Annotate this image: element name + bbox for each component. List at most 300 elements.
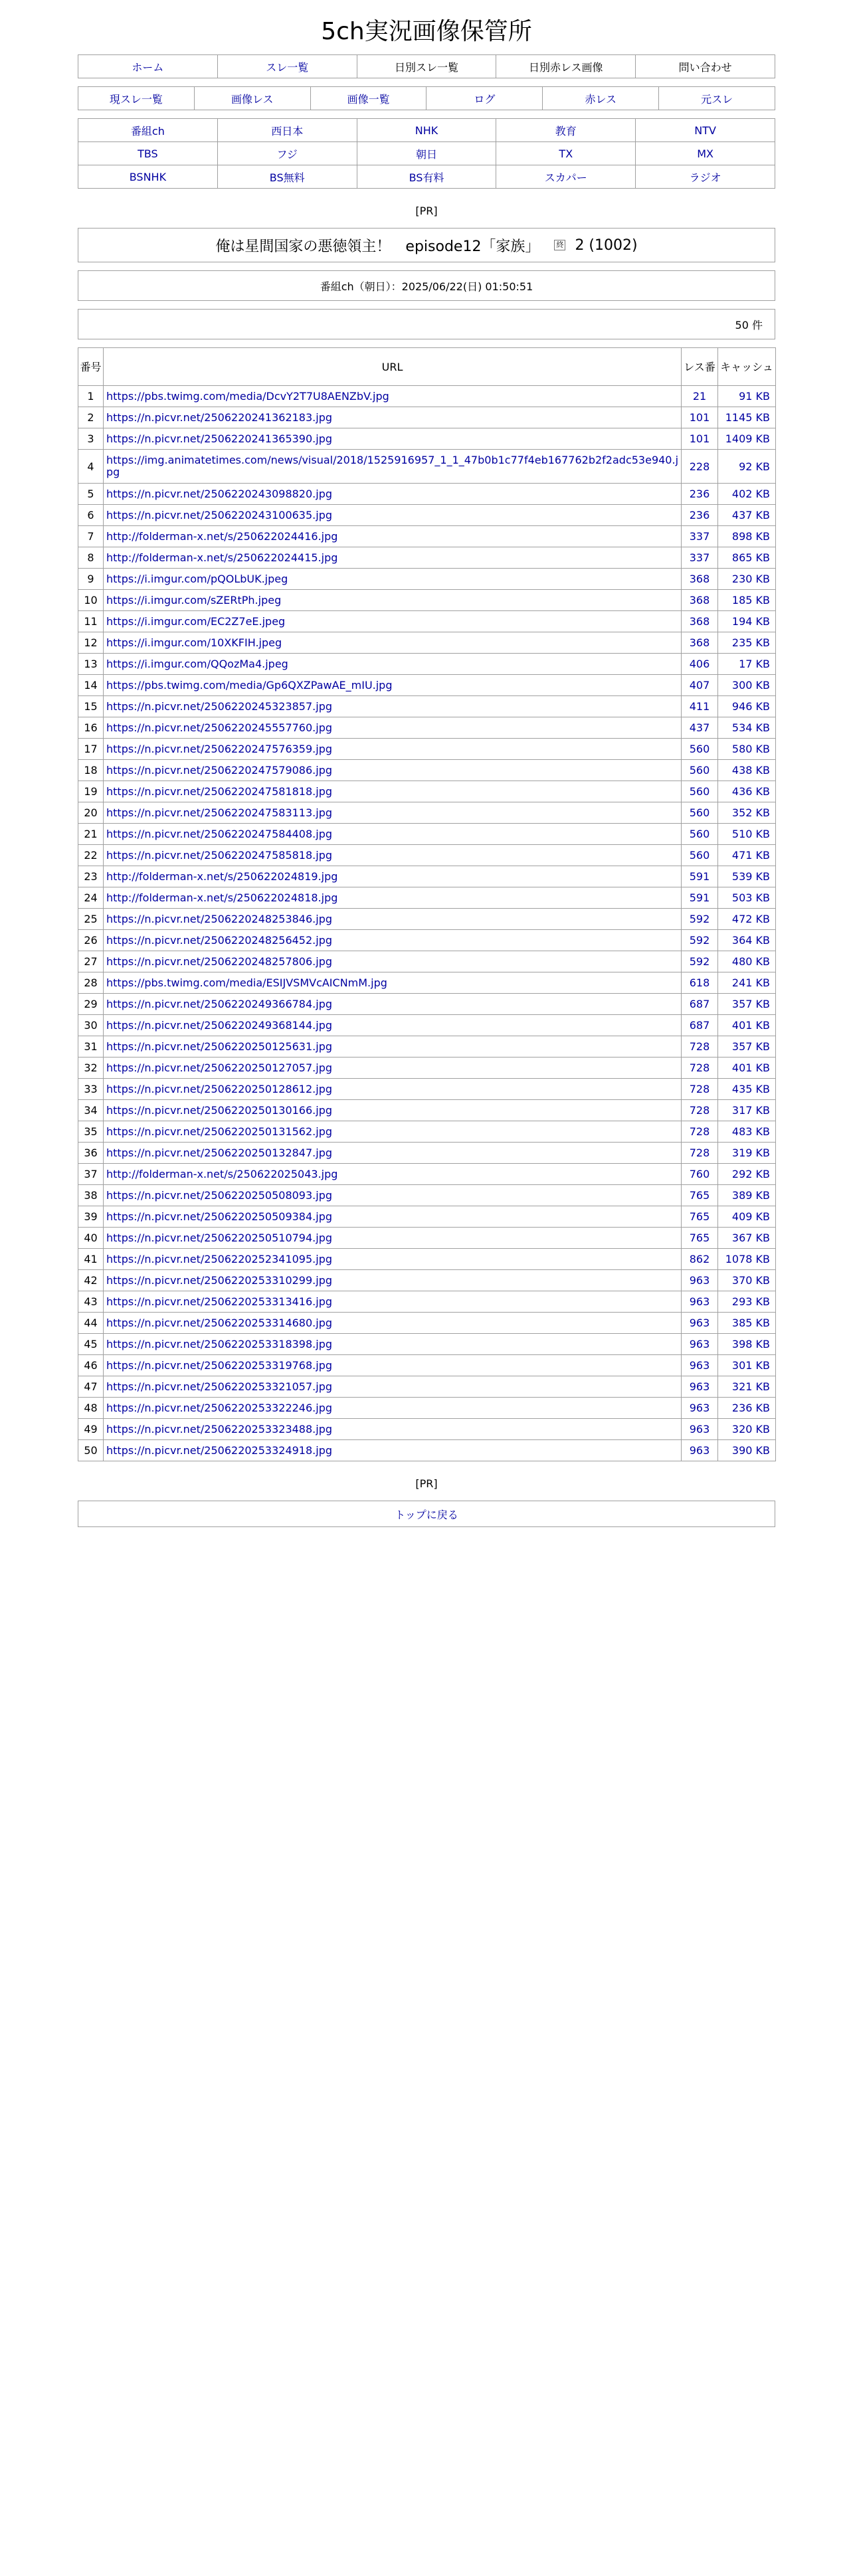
cache-cell bbox=[718, 484, 776, 505]
table-row bbox=[78, 887, 776, 909]
table-row bbox=[78, 1249, 776, 1270]
channel-link[interactable]: 西日本 bbox=[271, 124, 304, 138]
res-number-link[interactable]: 368 bbox=[689, 594, 710, 606]
cache-size-link[interactable]: 364 KB bbox=[731, 934, 770, 947]
res-number-link[interactable]: 963 bbox=[689, 1338, 710, 1350]
res-cell bbox=[682, 1249, 718, 1270]
image-url-link[interactable]: https://n.picvr.net/2506220245557760.jpg bbox=[106, 721, 333, 734]
cache-size-link[interactable]: 235 KB bbox=[731, 636, 770, 649]
image-url-link[interactable]: https://img.animatetimes.com/news/visual/2018/1525916957_1_1_47b0b1c77f4eb167762b2f2adc53e940.jpg bbox=[106, 454, 679, 478]
channel-link[interactable]: TBS bbox=[138, 147, 158, 160]
image-url-link[interactable]: https://n.picvr.net/2506220249366784.jpg bbox=[106, 998, 333, 1010]
image-url-link[interactable]: https://n.picvr.net/2506220250131562.jpg bbox=[106, 1125, 333, 1138]
cache-size-link[interactable]: 292 KB bbox=[731, 1168, 770, 1180]
row-number: 10 bbox=[78, 590, 104, 611]
image-url-link[interactable]: https://n.picvr.net/2506220253323488.jpg bbox=[106, 1423, 333, 1435]
row-number: 41 bbox=[78, 1249, 104, 1270]
res-number-link[interactable]: 560 bbox=[689, 849, 710, 862]
cache-size-link[interactable]: 185 KB bbox=[731, 594, 770, 606]
res-cell bbox=[682, 590, 718, 611]
res-number-link[interactable]: 591 bbox=[689, 891, 710, 904]
image-url-link[interactable]: https://n.picvr.net/2506220247576359.jpg bbox=[106, 743, 333, 755]
cache-size-link[interactable]: 401 KB bbox=[731, 1019, 770, 1032]
res-cell bbox=[682, 824, 718, 845]
cache-size-link[interactable]: 92 KB bbox=[739, 460, 770, 473]
cache-cell bbox=[718, 887, 776, 909]
cache-size-link[interactable]: 321 KB bbox=[731, 1380, 770, 1393]
page bbox=[78, 17, 775, 1527]
channel-link-cell bbox=[496, 142, 636, 165]
nav-item-2[interactable]: スレ一覧 bbox=[266, 60, 309, 74]
cache-size-link[interactable]: 472 KB bbox=[731, 913, 770, 925]
row-number: 1 bbox=[78, 386, 104, 407]
row-number: 29 bbox=[78, 994, 104, 1015]
cache-size-link[interactable]: 1078 KB bbox=[725, 1253, 770, 1265]
res-cell bbox=[682, 887, 718, 909]
image-url-link[interactable]: http://folderman-x.net/s/250622024415.jpg bbox=[106, 551, 338, 564]
channel-link[interactable]: フジ bbox=[276, 147, 298, 161]
url-cell bbox=[104, 1291, 682, 1313]
cache-size-link[interactable]: 402 KB bbox=[731, 488, 770, 500]
cache-size-link[interactable]: 946 KB bbox=[731, 700, 770, 713]
image-url-link[interactable]: https://n.picvr.net/2506220247579086.jpg bbox=[106, 764, 333, 777]
res-cell bbox=[682, 1100, 718, 1121]
url-cell bbox=[104, 1228, 682, 1249]
row-number: 39 bbox=[78, 1206, 104, 1228]
table-row bbox=[78, 428, 776, 450]
cache-cell bbox=[718, 1100, 776, 1121]
cache-cell bbox=[718, 654, 776, 675]
cache-size-link[interactable]: 471 KB bbox=[731, 849, 770, 862]
url-cell bbox=[104, 1036, 682, 1058]
url-cell bbox=[104, 1058, 682, 1079]
row-number: 9 bbox=[78, 569, 104, 590]
cache-size-link[interactable]: 437 KB bbox=[731, 509, 770, 521]
cache-size-link[interactable]: 436 KB bbox=[731, 785, 770, 798]
image-url-link[interactable]: https://n.picvr.net/2506220250125631.jpg bbox=[106, 1040, 333, 1053]
channel-link[interactable]: NHK bbox=[415, 124, 438, 137]
res-number-link[interactable]: 437 bbox=[689, 721, 710, 734]
cache-size-link[interactable]: 898 KB bbox=[731, 530, 770, 543]
channel-link-cell bbox=[217, 119, 357, 142]
image-url-link[interactable]: https://n.picvr.net/2506220250127057.jpg bbox=[106, 1061, 333, 1074]
cache-size-link[interactable]: 352 KB bbox=[731, 806, 770, 819]
image-url-link[interactable]: https://n.picvr.net/2506220241365390.jpg bbox=[106, 432, 333, 445]
row-number: 24 bbox=[78, 887, 104, 909]
image-url-link[interactable]: https://n.picvr.net/2506220253321057.jpg bbox=[106, 1380, 333, 1393]
table-row bbox=[78, 1121, 776, 1143]
res-number-link[interactable]: 337 bbox=[689, 530, 710, 543]
row-number: 11 bbox=[78, 611, 104, 632]
res-cell bbox=[682, 739, 718, 760]
row-number: 18 bbox=[78, 760, 104, 781]
image-url-link[interactable]: https://n.picvr.net/2506220253319768.jpg bbox=[106, 1359, 333, 1372]
cache-size-link[interactable]: 317 KB bbox=[731, 1104, 770, 1117]
cache-size-link[interactable]: 390 KB bbox=[731, 1444, 770, 1457]
row-number: 33 bbox=[78, 1079, 104, 1100]
res-number-link[interactable]: 963 bbox=[689, 1380, 710, 1393]
row-number: 25 bbox=[78, 909, 104, 930]
res-cell bbox=[682, 1270, 718, 1291]
cache-size-link[interactable]: 320 KB bbox=[731, 1423, 770, 1435]
image-url-link[interactable]: https://n.picvr.net/2506220248256452.jpg bbox=[106, 934, 333, 947]
url-cell bbox=[104, 1185, 682, 1206]
image-url-link[interactable]: https://n.picvr.net/2506220247585818.jpg bbox=[106, 849, 333, 862]
cache-size-link[interactable]: 385 KB bbox=[731, 1317, 770, 1329]
url-cell bbox=[104, 1143, 682, 1164]
row-number: 45 bbox=[78, 1334, 104, 1355]
cache-size-link[interactable]: 580 KB bbox=[731, 743, 770, 755]
res-number-link[interactable]: 862 bbox=[689, 1253, 710, 1265]
cache-cell bbox=[718, 1121, 776, 1143]
res-number-link[interactable]: 368 bbox=[689, 636, 710, 649]
res-number-link[interactable]: 618 bbox=[689, 976, 710, 989]
image-url-link[interactable]: https://n.picvr.net/2506220250510794.jpg bbox=[106, 1232, 333, 1244]
channel-link[interactable]: NTV bbox=[694, 124, 716, 137]
cache-size-link[interactable]: 401 KB bbox=[731, 1061, 770, 1074]
row-number: 38 bbox=[78, 1185, 104, 1206]
cache-size-link[interactable]: 241 KB bbox=[731, 976, 770, 989]
cache-size-link[interactable]: 389 KB bbox=[731, 1189, 770, 1202]
image-url-link[interactable]: https://i.imgur.com/sZERtPh.jpeg bbox=[106, 594, 282, 606]
res-number-link[interactable]: 368 bbox=[689, 573, 710, 585]
res-number-link[interactable]: 687 bbox=[689, 1019, 710, 1032]
cache-cell bbox=[718, 1036, 776, 1058]
image-url-link[interactable]: https://n.picvr.net/2506220250508093.jpg bbox=[106, 1189, 333, 1202]
res-cell bbox=[682, 1398, 718, 1419]
res-number-link[interactable]: 728 bbox=[689, 1147, 710, 1159]
channel-link-cell bbox=[78, 119, 218, 142]
image-url-link[interactable]: https://n.picvr.net/2506220253310299.jpg bbox=[106, 1274, 333, 1287]
row-number: 36 bbox=[78, 1143, 104, 1164]
channel-link[interactable]: 番組ch bbox=[130, 124, 165, 138]
cache-size-link[interactable]: 194 KB bbox=[731, 615, 770, 628]
row-number: 21 bbox=[78, 824, 104, 845]
res-cell bbox=[682, 1079, 718, 1100]
image-url-link[interactable]: https://n.picvr.net/2506220243098820.jpg bbox=[106, 488, 333, 500]
res-number-link[interactable]: 728 bbox=[689, 1104, 710, 1117]
table-row bbox=[78, 717, 776, 739]
image-url-link[interactable]: https://n.picvr.net/2506220250130166.jpg bbox=[106, 1104, 333, 1117]
image-url-link[interactable]: https://n.picvr.net/2506220253324918.jpg bbox=[106, 1444, 333, 1457]
header-no: 番号 bbox=[78, 348, 104, 386]
table-row bbox=[78, 1079, 776, 1100]
image-url-link[interactable]: https://pbs.twimg.com/media/Gp6QXZPawAE_mIU.jpg bbox=[106, 679, 393, 691]
res-number-link[interactable]: 560 bbox=[689, 764, 710, 777]
image-url-link[interactable]: https://n.picvr.net/2506220253313416.jpg bbox=[106, 1295, 333, 1308]
cache-size-link[interactable]: 1409 KB bbox=[725, 432, 770, 445]
image-url-link[interactable]: https://n.picvr.net/2506220250128612.jpg bbox=[106, 1083, 333, 1095]
image-url-link[interactable]: https://n.picvr.net/2506220250509384.jpg bbox=[106, 1210, 333, 1223]
url-cell bbox=[104, 654, 682, 675]
table-row bbox=[78, 484, 776, 505]
thread-nav-item-5-cell bbox=[543, 87, 659, 110]
cache-cell bbox=[718, 696, 776, 717]
res-number-link[interactable]: 728 bbox=[689, 1040, 710, 1053]
res-number-link[interactable]: 411 bbox=[689, 700, 710, 713]
url-cell bbox=[104, 1015, 682, 1036]
channel-link[interactable]: BS有料 bbox=[409, 171, 444, 184]
row-number: 2 bbox=[78, 407, 104, 428]
thread-nav-item-1[interactable]: 現スレ一覧 bbox=[109, 92, 163, 106]
res-number-link[interactable]: 963 bbox=[689, 1359, 710, 1372]
image-url-link[interactable]: http://folderman-x.net/s/250622025043.jpg bbox=[106, 1168, 338, 1180]
thread-nav-item-4-cell bbox=[427, 87, 543, 110]
cache-cell bbox=[718, 1376, 776, 1398]
res-number-link[interactable]: 101 bbox=[689, 432, 710, 445]
res-number-link[interactable]: 101 bbox=[689, 411, 710, 424]
cache-size-link[interactable]: 409 KB bbox=[731, 1210, 770, 1223]
nav-item-3-cell bbox=[357, 55, 496, 78]
res-cell bbox=[682, 1334, 718, 1355]
channel-link-cell bbox=[496, 119, 636, 142]
thread-nav-item-2[interactable]: 画像レス bbox=[231, 92, 274, 106]
image-url-link[interactable]: https://i.imgur.com/10XKFIH.jpeg bbox=[106, 636, 282, 649]
res-number-link[interactable]: 560 bbox=[689, 785, 710, 798]
url-cell bbox=[104, 972, 682, 994]
table-row bbox=[78, 781, 776, 802]
image-url-link[interactable]: https://n.picvr.net/2506220247584408.jpg bbox=[106, 828, 333, 840]
finished-badge: 終 bbox=[554, 240, 565, 250]
image-url-link[interactable]: https://n.picvr.net/2506220253318398.jpg bbox=[106, 1338, 333, 1350]
res-number-link[interactable]: 963 bbox=[689, 1402, 710, 1414]
table-row bbox=[78, 845, 776, 866]
row-number: 19 bbox=[78, 781, 104, 802]
thread-nav-item-1-cell bbox=[78, 87, 195, 110]
cache-size-link[interactable]: 367 KB bbox=[731, 1232, 770, 1244]
image-url-link[interactable]: https://n.picvr.net/2506220248257806.jpg bbox=[106, 955, 333, 968]
thread-nav-item-5[interactable]: 赤レス bbox=[585, 92, 616, 106]
cache-cell bbox=[718, 1079, 776, 1100]
image-url-link[interactable]: https://n.picvr.net/2506220253322246.jpg bbox=[106, 1402, 333, 1414]
res-number-link[interactable]: 592 bbox=[689, 913, 710, 925]
row-number: 17 bbox=[78, 739, 104, 760]
channel-link-cell bbox=[636, 142, 775, 165]
cache-size-link[interactable]: 357 KB bbox=[731, 998, 770, 1010]
res-cell bbox=[682, 547, 718, 569]
table-row bbox=[78, 547, 776, 569]
cache-size-link[interactable]: 534 KB bbox=[731, 721, 770, 734]
cache-size-link[interactable]: 91 KB bbox=[739, 390, 770, 403]
image-url-link[interactable]: https://i.imgur.com/pQOLbUK.jpeg bbox=[106, 573, 288, 585]
cache-size-link[interactable]: 301 KB bbox=[731, 1359, 770, 1372]
cache-size-link[interactable]: 539 KB bbox=[731, 870, 770, 883]
thread-nav-item-3[interactable]: 画像一覧 bbox=[347, 92, 390, 106]
res-cell bbox=[682, 675, 718, 696]
row-number: 44 bbox=[78, 1313, 104, 1334]
row-number: 49 bbox=[78, 1419, 104, 1440]
image-url-link[interactable]: https://n.picvr.net/2506220247581818.jpg bbox=[106, 785, 333, 798]
table-row bbox=[78, 909, 776, 930]
channel-link[interactable]: ラジオ bbox=[689, 171, 721, 184]
cache-cell bbox=[718, 1334, 776, 1355]
table-row bbox=[78, 1376, 776, 1398]
channel-link[interactable]: 朝日 bbox=[415, 147, 437, 161]
image-url-link[interactable]: https://n.picvr.net/2506220241362183.jpg bbox=[106, 411, 333, 424]
res-number-link[interactable]: 728 bbox=[689, 1125, 710, 1138]
url-cell bbox=[104, 1206, 682, 1228]
image-url-link[interactable]: https://n.picvr.net/2506220249368144.jpg bbox=[106, 1019, 333, 1032]
table-row bbox=[78, 696, 776, 717]
image-url-link[interactable]: https://pbs.twimg.com/media/DcvY2T7U8AENZbV.jpg bbox=[106, 390, 389, 403]
res-number-link[interactable]: 337 bbox=[689, 551, 710, 564]
cache-size-link[interactable]: 398 KB bbox=[731, 1338, 770, 1350]
cache-size-link[interactable]: 357 KB bbox=[731, 1040, 770, 1053]
channel-link[interactable]: BS無料 bbox=[269, 171, 305, 184]
table-row bbox=[78, 590, 776, 611]
res-number-link[interactable]: 728 bbox=[689, 1061, 710, 1074]
cache-size-link[interactable]: 503 KB bbox=[731, 891, 770, 904]
table-row bbox=[78, 505, 776, 526]
res-number-link[interactable]: 236 bbox=[689, 488, 710, 500]
cache-size-link[interactable]: 483 KB bbox=[731, 1125, 770, 1138]
cache-size-link[interactable]: 370 KB bbox=[731, 1274, 770, 1287]
res-number-link[interactable]: 560 bbox=[689, 743, 710, 755]
image-url-link[interactable]: https://n.picvr.net/2506220245323857.jpg bbox=[106, 700, 333, 713]
res-number-link[interactable]: 963 bbox=[689, 1423, 710, 1435]
res-number-link[interactable]: 21 bbox=[692, 390, 707, 403]
res-cell bbox=[682, 717, 718, 739]
res-number-link[interactable]: 963 bbox=[689, 1444, 710, 1457]
table-row bbox=[78, 760, 776, 781]
image-url-link[interactable]: https://pbs.twimg.com/media/ESIJVSMVcAICNmM.jpg bbox=[106, 976, 387, 989]
table-row bbox=[78, 951, 776, 972]
cache-size-link[interactable]: 438 KB bbox=[731, 764, 770, 777]
url-cell bbox=[104, 951, 682, 972]
res-cell bbox=[682, 1143, 718, 1164]
image-url-link[interactable]: https://i.imgur.com/EC2Z7eE.jpeg bbox=[106, 615, 286, 628]
res-number-link[interactable]: 368 bbox=[689, 615, 710, 628]
res-number-link[interactable]: 592 bbox=[689, 955, 710, 968]
url-cell bbox=[104, 739, 682, 760]
cache-size-link[interactable]: 236 KB bbox=[731, 1402, 770, 1414]
image-url-link[interactable]: http://folderman-x.net/s/250622024818.jpg bbox=[106, 891, 338, 904]
image-url-link[interactable]: https://i.imgur.com/QQozMa4.jpeg bbox=[106, 658, 288, 670]
url-cell bbox=[104, 1419, 682, 1440]
table-row bbox=[78, 611, 776, 632]
res-cell bbox=[682, 505, 718, 526]
res-number-link[interactable]: 760 bbox=[689, 1168, 710, 1180]
res-cell bbox=[682, 972, 718, 994]
image-url-link[interactable]: https://n.picvr.net/2506220250132847.jpg bbox=[106, 1147, 333, 1159]
image-url-link[interactable]: https://n.picvr.net/2506220253314680.jpg bbox=[106, 1317, 333, 1329]
cache-cell bbox=[718, 930, 776, 951]
table-row bbox=[78, 1100, 776, 1121]
res-cell bbox=[682, 1015, 718, 1036]
back-to-top-link[interactable]: トップに戻る bbox=[395, 1508, 458, 1521]
cache-size-link[interactable]: 480 KB bbox=[731, 955, 770, 968]
res-number-link[interactable]: 560 bbox=[689, 806, 710, 819]
channel-link-cell bbox=[217, 165, 357, 189]
cache-size-link[interactable]: 230 KB bbox=[731, 573, 770, 585]
res-number-link[interactable]: 687 bbox=[689, 998, 710, 1010]
nav-item-1-cell bbox=[78, 55, 218, 78]
image-url-link[interactable]: http://folderman-x.net/s/250622024819.jpg bbox=[106, 870, 338, 883]
res-number-link[interactable]: 407 bbox=[689, 679, 710, 691]
cache-cell bbox=[718, 1291, 776, 1313]
url-cell bbox=[104, 1334, 682, 1355]
res-cell bbox=[682, 1185, 718, 1206]
cache-cell bbox=[718, 717, 776, 739]
cache-size-link[interactable]: 293 KB bbox=[731, 1295, 770, 1308]
res-cell bbox=[682, 1376, 718, 1398]
nav-item-3: 日別スレ一覧 bbox=[394, 60, 458, 74]
url-cell bbox=[104, 450, 682, 484]
res-number-link[interactable]: 963 bbox=[689, 1317, 710, 1329]
res-number-link[interactable]: 406 bbox=[689, 658, 710, 670]
nav-item-1[interactable]: ホーム bbox=[132, 60, 164, 74]
cache-size-link[interactable]: 17 KB bbox=[739, 658, 770, 670]
cache-size-link[interactable]: 300 KB bbox=[731, 679, 770, 691]
res-number-link[interactable]: 591 bbox=[689, 870, 710, 883]
cache-size-link[interactable]: 1145 KB bbox=[725, 411, 770, 424]
res-number-link[interactable]: 765 bbox=[689, 1210, 710, 1223]
res-number-link[interactable]: 228 bbox=[689, 460, 710, 473]
url-cell bbox=[104, 1440, 682, 1461]
header-url: URL bbox=[104, 348, 682, 386]
thread-nav-item-3-cell bbox=[310, 87, 427, 110]
url-cell bbox=[104, 484, 682, 505]
cache-cell bbox=[718, 1143, 776, 1164]
channel-link[interactable]: MX bbox=[697, 147, 713, 160]
image-url-link[interactable]: https://n.picvr.net/2506220243100635.jpg bbox=[106, 509, 333, 521]
row-number: 7 bbox=[78, 526, 104, 547]
res-cell bbox=[682, 1419, 718, 1440]
res-number-link[interactable]: 765 bbox=[689, 1189, 710, 1202]
channel-link[interactable]: スカパー bbox=[544, 171, 587, 184]
res-number-link[interactable]: 963 bbox=[689, 1295, 710, 1308]
res-number-link[interactable]: 592 bbox=[689, 934, 710, 947]
image-url-link[interactable]: http://folderman-x.net/s/250622024416.jpg bbox=[106, 530, 338, 543]
channel-link[interactable]: TX bbox=[559, 147, 573, 160]
thread-nav-item-6[interactable]: 元スレ bbox=[701, 92, 733, 106]
cache-cell bbox=[718, 802, 776, 824]
cache-size-link[interactable]: 510 KB bbox=[731, 828, 770, 840]
cache-size-link[interactable]: 319 KB bbox=[731, 1147, 770, 1159]
res-number-link[interactable]: 765 bbox=[689, 1232, 710, 1244]
cache-cell bbox=[718, 569, 776, 590]
channel-link[interactable]: BSNHK bbox=[129, 170, 167, 183]
res-cell bbox=[682, 526, 718, 547]
url-cell bbox=[104, 547, 682, 569]
table-row bbox=[78, 1036, 776, 1058]
thread-nav-item-4[interactable]: ログ bbox=[474, 92, 496, 106]
table-row bbox=[78, 526, 776, 547]
row-number: 4 bbox=[78, 450, 104, 484]
res-number-link[interactable]: 963 bbox=[689, 1274, 710, 1287]
url-cell bbox=[104, 632, 682, 654]
res-cell bbox=[682, 1228, 718, 1249]
table-row bbox=[78, 1440, 776, 1461]
url-cell bbox=[104, 824, 682, 845]
res-number-link[interactable]: 560 bbox=[689, 828, 710, 840]
url-cell bbox=[104, 1121, 682, 1143]
res-number-link[interactable]: 236 bbox=[689, 509, 710, 521]
res-number-link[interactable]: 728 bbox=[689, 1083, 710, 1095]
image-url-link[interactable]: https://n.picvr.net/2506220247583113.jpg bbox=[106, 806, 333, 819]
cache-size-link[interactable]: 435 KB bbox=[731, 1083, 770, 1095]
row-number: 46 bbox=[78, 1355, 104, 1376]
image-url-link[interactable]: https://n.picvr.net/2506220252341095.jpg bbox=[106, 1253, 333, 1265]
url-cell bbox=[104, 866, 682, 887]
cache-size-link[interactable]: 865 KB bbox=[731, 551, 770, 564]
channel-row bbox=[78, 165, 775, 189]
channel-link[interactable]: 教育 bbox=[555, 124, 577, 138]
channel-row bbox=[78, 119, 775, 142]
res-cell bbox=[682, 450, 718, 484]
image-url-link[interactable]: https://n.picvr.net/2506220248253846.jpg bbox=[106, 913, 333, 925]
res-cell bbox=[682, 781, 718, 802]
